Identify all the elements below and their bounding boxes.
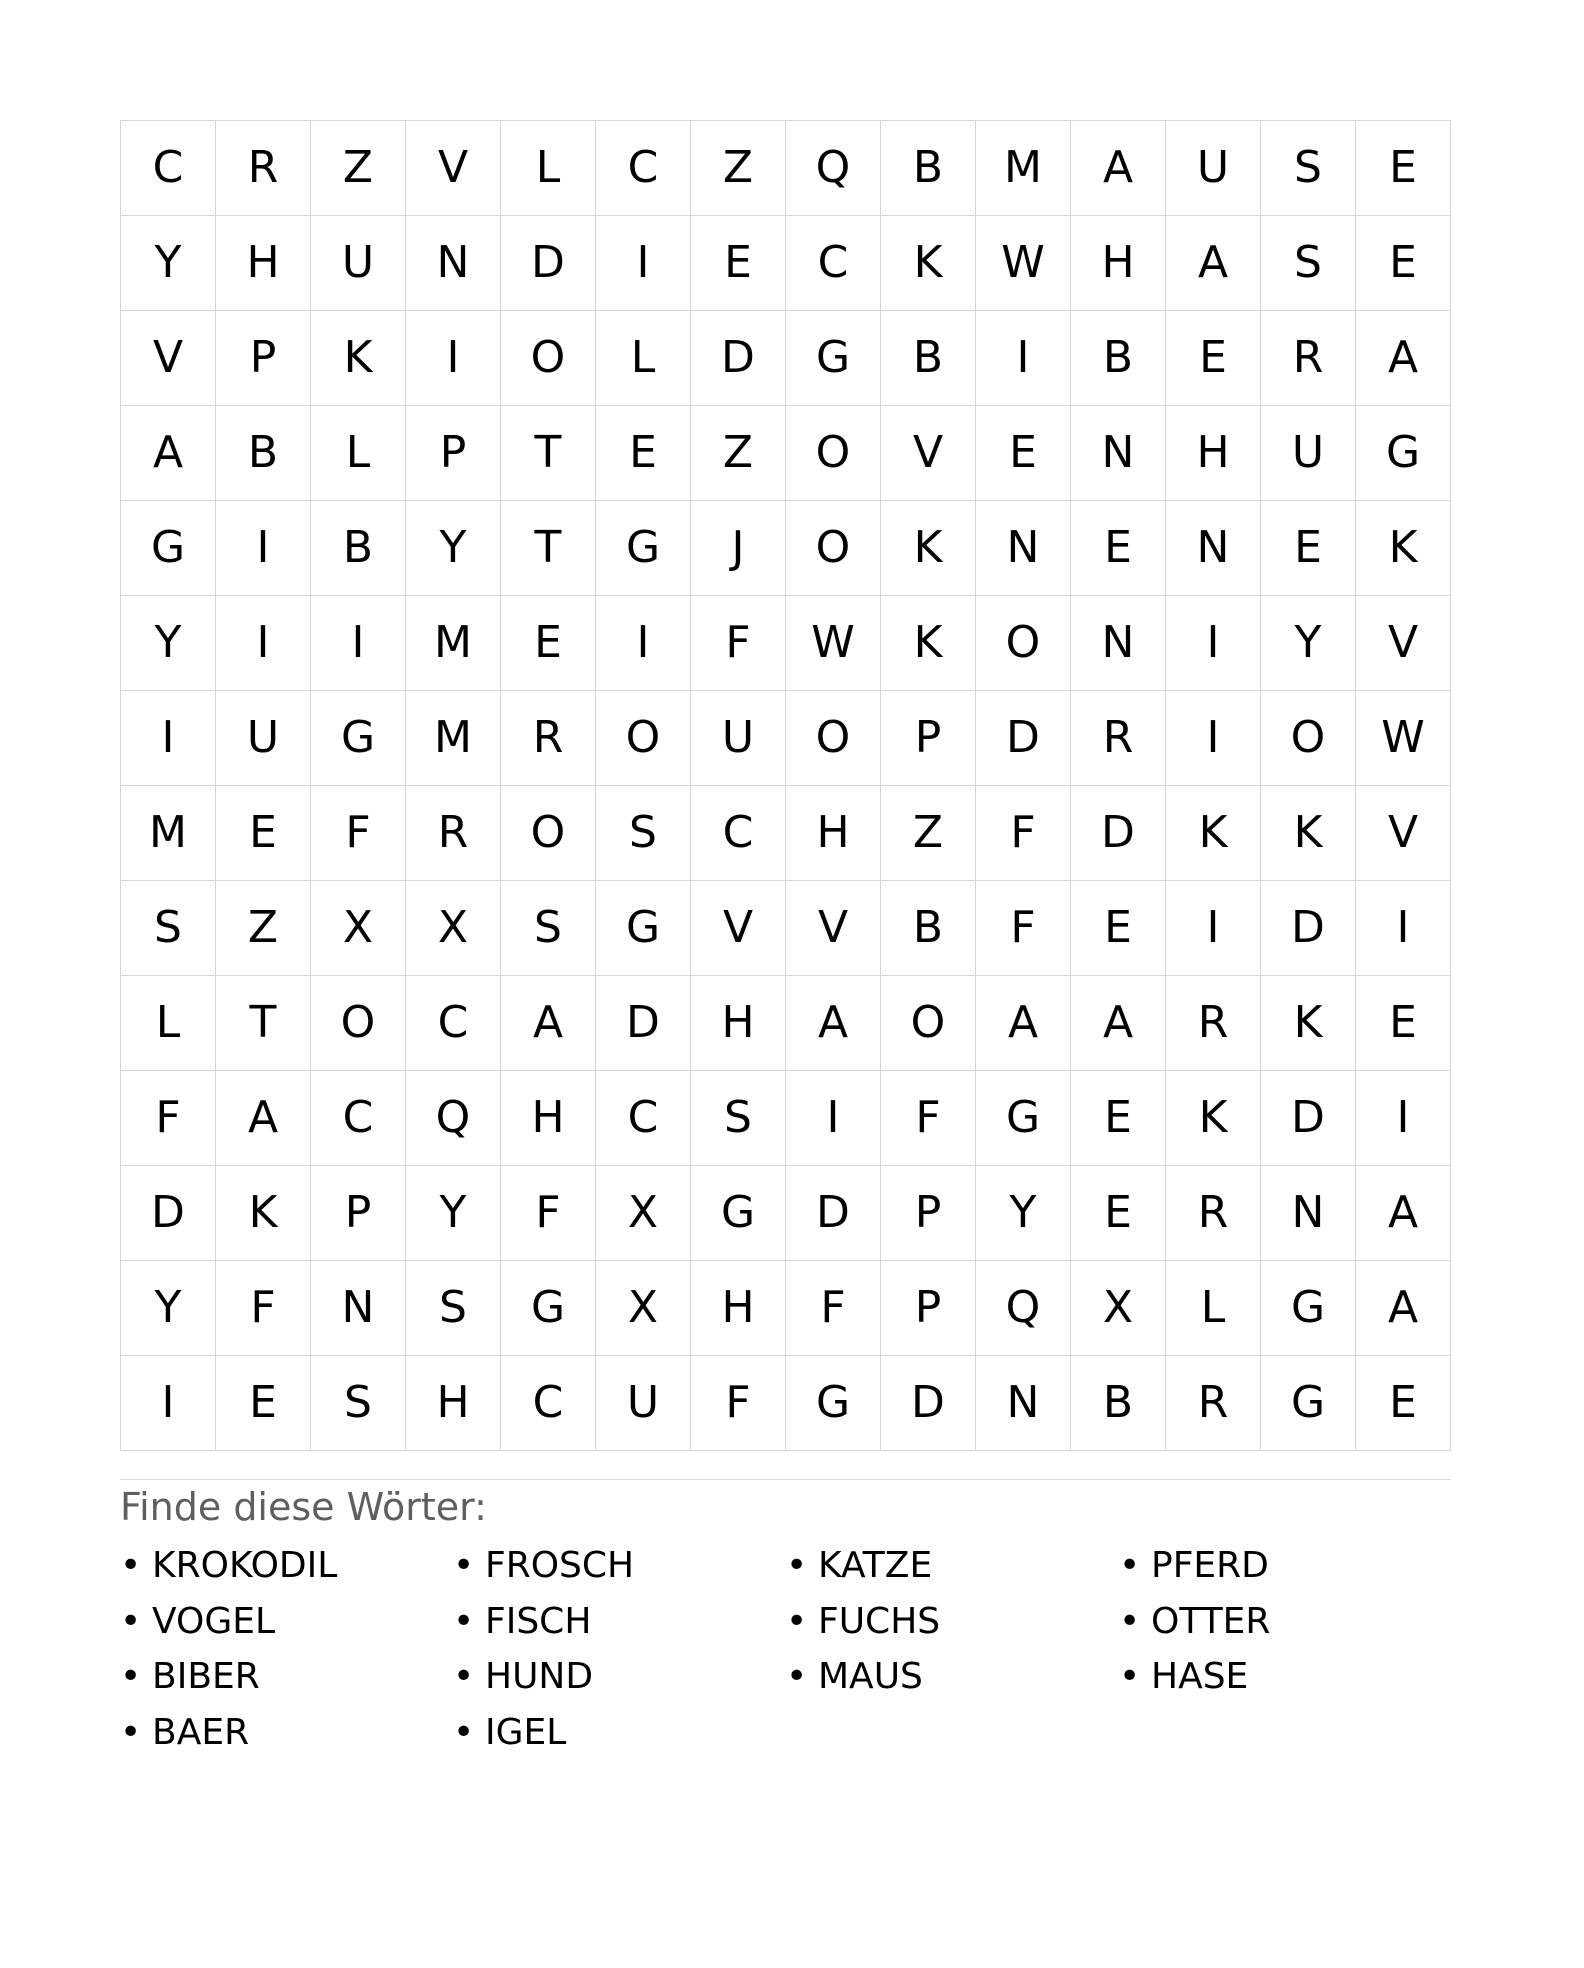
grid-cell[interactable]: O: [786, 501, 881, 596]
grid-cell[interactable]: O: [976, 596, 1071, 691]
grid-cell[interactable]: O: [596, 691, 691, 786]
grid-cell[interactable]: G: [786, 1356, 881, 1451]
grid-cell[interactable]: Z: [691, 406, 786, 501]
grid-cell[interactable]: A: [1356, 311, 1451, 406]
word-list-item: [786, 1649, 1119, 1705]
bullet-icon: •: [453, 1600, 475, 1642]
grid-cell[interactable]: S: [406, 1261, 501, 1356]
grid-cell[interactable]: G: [691, 1166, 786, 1261]
grid-cell[interactable]: E: [1071, 881, 1166, 976]
grid-cell[interactable]: R: [501, 691, 596, 786]
grid-cell[interactable]: I: [596, 216, 691, 311]
grid-cell[interactable]: G: [1261, 1356, 1356, 1451]
grid-cell[interactable]: D: [1261, 881, 1356, 976]
grid-cell[interactable]: E: [1071, 1071, 1166, 1166]
grid-cell[interactable]: V: [1356, 596, 1451, 691]
word-list-item: [1119, 1538, 1452, 1594]
grid-cell[interactable]: O: [501, 786, 596, 881]
grid-cell[interactable]: G: [976, 1071, 1071, 1166]
grid-cell[interactable]: A: [501, 976, 596, 1071]
grid-cell[interactable]: G: [786, 311, 881, 406]
grid-cell[interactable]: N: [311, 1261, 406, 1356]
grid-cell[interactable]: S: [1261, 121, 1356, 216]
grid-cell[interactable]: O: [881, 976, 976, 1071]
grid-cell[interactable]: D: [691, 311, 786, 406]
grid-cell[interactable]: N: [1071, 596, 1166, 691]
word-label: IGEL: [485, 1711, 567, 1753]
grid-cell[interactable]: C: [406, 976, 501, 1071]
grid-cell[interactable]: H: [216, 216, 311, 311]
grid-cell[interactable]: D: [1071, 786, 1166, 881]
word-label: HUND: [485, 1656, 594, 1697]
grid-cell[interactable]: K: [1261, 976, 1356, 1071]
grid-cell[interactable]: K: [881, 596, 976, 691]
grid-cell[interactable]: A: [786, 976, 881, 1071]
grid-cell[interactable]: R: [406, 786, 501, 881]
grid-cell[interactable]: L: [311, 406, 406, 501]
word-label: FROSCH: [485, 1545, 635, 1586]
grid-cell[interactable]: H: [501, 1071, 596, 1166]
grid-cell[interactable]: E: [1356, 121, 1451, 216]
grid-cell[interactable]: V: [786, 881, 881, 976]
grid-cell[interactable]: O: [1261, 691, 1356, 786]
grid-cell[interactable]: H: [786, 786, 881, 881]
grid-cell[interactable]: E: [1071, 1166, 1166, 1261]
bullet-icon: •: [786, 1545, 808, 1586]
grid-cell[interactable]: D: [786, 1166, 881, 1261]
grid-cell[interactable]: K: [1166, 1071, 1261, 1166]
word-label: OTTER: [1151, 1600, 1271, 1642]
grid-cell[interactable]: T: [216, 976, 311, 1071]
grid-cell[interactable]: J: [691, 501, 786, 596]
word-list-item: [120, 1594, 453, 1650]
grid-cell[interactable]: X: [596, 1261, 691, 1356]
grid-cell[interactable]: H: [691, 976, 786, 1071]
word-list-item: [120, 1538, 453, 1594]
grid-cell[interactable]: M: [406, 691, 501, 786]
word-label: BIBER: [152, 1656, 260, 1697]
grid-cell[interactable]: N: [1261, 1166, 1356, 1261]
grid-cell[interactable]: C: [121, 121, 216, 216]
grid-cell[interactable]: Y: [406, 1166, 501, 1261]
grid-cell[interactable]: Q: [406, 1071, 501, 1166]
grid-cell[interactable]: D: [501, 216, 596, 311]
grid-cell[interactable]: D: [881, 1356, 976, 1451]
grid-cell[interactable]: S: [691, 1071, 786, 1166]
grid-cell[interactable]: R: [1071, 691, 1166, 786]
grid-cell[interactable]: C: [786, 216, 881, 311]
grid-cell[interactable]: Z: [216, 881, 311, 976]
word-list-item: [120, 1649, 453, 1705]
grid-cell[interactable]: Z: [691, 121, 786, 216]
grid-cell[interactable]: T: [501, 406, 596, 501]
grid-cell[interactable]: B: [216, 406, 311, 501]
grid-cell[interactable]: F: [786, 1261, 881, 1356]
grid-cell[interactable]: I: [406, 311, 501, 406]
grid-cell[interactable]: X: [596, 1166, 691, 1261]
grid-cell[interactable]: G: [1261, 1261, 1356, 1356]
bullet-icon: •: [453, 1711, 475, 1753]
grid-cell[interactable]: C: [691, 786, 786, 881]
grid-cell[interactable]: Y: [121, 596, 216, 691]
grid-cell[interactable]: I: [1166, 881, 1261, 976]
bullet-icon: •: [120, 1545, 142, 1586]
grid-cell[interactable]: E: [216, 786, 311, 881]
grid-cell[interactable]: N: [976, 501, 1071, 596]
word-list-item: [786, 1594, 1119, 1650]
grid-cell[interactable]: F: [976, 881, 1071, 976]
grid-cell[interactable]: P: [881, 1166, 976, 1261]
bullet-icon: •: [453, 1656, 475, 1697]
grid-cell[interactable]: T: [501, 501, 596, 596]
grid-cell[interactable]: I: [121, 1356, 216, 1451]
grid-cell[interactable]: X: [1071, 1261, 1166, 1356]
word-label: FUCHS: [818, 1600, 941, 1642]
grid-cell[interactable]: F: [881, 1071, 976, 1166]
grid-cell[interactable]: U: [691, 691, 786, 786]
grid-cell[interactable]: I: [1356, 881, 1451, 976]
grid-cell[interactable]: Q: [786, 121, 881, 216]
grid-cell[interactable]: G: [1356, 406, 1451, 501]
grid-cell[interactable]: H: [1166, 406, 1261, 501]
divider: [120, 1479, 1451, 1480]
grid-cell[interactable]: G: [121, 501, 216, 596]
grid-cell[interactable]: H: [691, 1261, 786, 1356]
grid-cell[interactable]: U: [216, 691, 311, 786]
word-list-item: [453, 1649, 786, 1705]
grid-cell[interactable]: L: [1166, 1261, 1261, 1356]
bullet-icon: •: [1119, 1600, 1141, 1642]
grid-cell[interactable]: U: [311, 216, 406, 311]
grid-cell[interactable]: S: [121, 881, 216, 976]
grid-cell[interactable]: U: [1166, 121, 1261, 216]
grid-cell[interactable]: F: [121, 1071, 216, 1166]
grid-cell[interactable]: E: [1356, 1356, 1451, 1451]
grid-cell[interactable]: D: [596, 976, 691, 1071]
grid-cell[interactable]: X: [406, 881, 501, 976]
grid-cell[interactable]: N: [976, 1356, 1071, 1451]
word-list-item: [453, 1705, 786, 1761]
grid-cell[interactable]: R: [216, 121, 311, 216]
grid-cell[interactable]: B: [1071, 311, 1166, 406]
grid-cell[interactable]: I: [1166, 596, 1261, 691]
grid-cell[interactable]: E: [1356, 976, 1451, 1071]
grid-cell[interactable]: I: [1356, 1071, 1451, 1166]
grid-cell[interactable]: S: [1261, 216, 1356, 311]
grid-cell[interactable]: E: [1071, 501, 1166, 596]
grid-cell[interactable]: C: [596, 121, 691, 216]
grid-cell[interactable]: I: [121, 691, 216, 786]
grid-cell[interactable]: K: [1261, 786, 1356, 881]
grid-cell[interactable]: I: [596, 596, 691, 691]
grid-cell[interactable]: P: [311, 1166, 406, 1261]
word-label: KROKODIL: [152, 1545, 338, 1586]
grid-cell[interactable]: X: [311, 881, 406, 976]
grid-cell[interactable]: S: [501, 881, 596, 976]
grid-cell[interactable]: V: [691, 881, 786, 976]
grid-cell[interactable]: Y: [121, 1261, 216, 1356]
grid-cell[interactable]: R: [1166, 1166, 1261, 1261]
word-label: MAUS: [818, 1656, 923, 1697]
grid-cell[interactable]: K: [311, 311, 406, 406]
grid-cell[interactable]: Y: [1261, 596, 1356, 691]
word-list-heading: Finde diese Wörter:: [120, 1485, 487, 1529]
grid-cell[interactable]: G: [596, 501, 691, 596]
grid-cell[interactable]: S: [596, 786, 691, 881]
grid-cell[interactable]: L: [596, 311, 691, 406]
grid-cell[interactable]: I: [311, 596, 406, 691]
grid-cell[interactable]: K: [1166, 786, 1261, 881]
grid-cell[interactable]: A: [1071, 121, 1166, 216]
word-label: KATZE: [818, 1545, 933, 1586]
grid-cell[interactable]: A: [216, 1071, 311, 1166]
grid-cell[interactable]: O: [311, 976, 406, 1071]
grid-cell[interactable]: K: [881, 501, 976, 596]
grid-cell[interactable]: B: [1071, 1356, 1166, 1451]
word-label: BAER: [152, 1711, 250, 1753]
grid-cell[interactable]: A: [1356, 1166, 1451, 1261]
grid-cell[interactable]: O: [501, 311, 596, 406]
word-label: FISCH: [485, 1600, 592, 1642]
grid-cell[interactable]: Y: [406, 501, 501, 596]
grid-cell[interactable]: I: [216, 501, 311, 596]
grid-cell[interactable]: I: [976, 311, 1071, 406]
grid-cell[interactable]: F: [311, 786, 406, 881]
grid-cell[interactable]: A: [1071, 976, 1166, 1071]
grid-cell[interactable]: E: [691, 216, 786, 311]
grid-cell[interactable]: E: [1166, 311, 1261, 406]
grid-cell[interactable]: H: [1071, 216, 1166, 311]
word-list-item: [453, 1594, 786, 1650]
grid-cell[interactable]: E: [1261, 501, 1356, 596]
grid-cell[interactable]: W: [976, 216, 1071, 311]
grid-cell[interactable]: A: [976, 976, 1071, 1071]
grid-cell[interactable]: M: [121, 786, 216, 881]
grid-cell[interactable]: K: [216, 1166, 311, 1261]
grid-cell[interactable]: B: [881, 121, 976, 216]
grid-cell[interactable]: R: [1166, 1356, 1261, 1451]
grid-cell[interactable]: A: [1166, 216, 1261, 311]
grid-cell[interactable]: C: [311, 1071, 406, 1166]
grid-cell[interactable]: A: [121, 406, 216, 501]
grid-cell[interactable]: H: [406, 1356, 501, 1451]
grid-cell[interactable]: S: [311, 1356, 406, 1451]
grid-cell[interactable]: R: [1166, 976, 1261, 1071]
grid-cell[interactable]: E: [1356, 216, 1451, 311]
grid-cell[interactable]: C: [596, 1071, 691, 1166]
grid-cell[interactable]: Z: [881, 786, 976, 881]
grid-cell[interactable]: E: [501, 596, 596, 691]
grid-cell[interactable]: N: [1071, 406, 1166, 501]
word-list-item: [1119, 1649, 1452, 1705]
grid-cell[interactable]: W: [1356, 691, 1451, 786]
bullet-icon: •: [120, 1711, 142, 1753]
grid-cell[interactable]: L: [501, 121, 596, 216]
grid-cell[interactable]: V: [1356, 786, 1451, 881]
word-list-item: [1119, 1594, 1452, 1650]
grid-cell[interactable]: V: [881, 406, 976, 501]
grid-cell[interactable]: L: [121, 976, 216, 1071]
grid-cell[interactable]: E: [976, 406, 1071, 501]
word-list-item: [120, 1705, 453, 1761]
grid-cell[interactable]: K: [881, 216, 976, 311]
grid-cell[interactable]: G: [501, 1261, 596, 1356]
grid-cell[interactable]: F: [691, 1356, 786, 1451]
grid-cell[interactable]: M: [976, 121, 1071, 216]
grid-cell[interactable]: U: [596, 1356, 691, 1451]
grid-cell[interactable]: K: [1356, 501, 1451, 596]
grid-cell[interactable]: V: [121, 311, 216, 406]
grid-cell[interactable]: I: [786, 1071, 881, 1166]
grid-cell[interactable]: O: [786, 691, 881, 786]
grid-cell[interactable]: N: [1166, 501, 1261, 596]
grid-cell[interactable]: A: [1356, 1261, 1451, 1356]
grid-cell[interactable]: D: [1261, 1071, 1356, 1166]
grid-cell[interactable]: N: [406, 216, 501, 311]
word-list-item: [786, 1538, 1119, 1594]
grid-cell[interactable]: D: [976, 691, 1071, 786]
bullet-icon: •: [1119, 1545, 1141, 1586]
grid-cell[interactable]: E: [216, 1356, 311, 1451]
grid-cell[interactable]: O: [786, 406, 881, 501]
bullet-icon: •: [1119, 1656, 1141, 1697]
grid-cell[interactable]: I: [1166, 691, 1261, 786]
grid-cell[interactable]: Q: [976, 1261, 1071, 1356]
grid-cell[interactable]: C: [501, 1356, 596, 1451]
grid-cell[interactable]: D: [121, 1166, 216, 1261]
word-label: PFERD: [1151, 1545, 1269, 1586]
grid-cell[interactable]: F: [691, 596, 786, 691]
grid-cell[interactable]: Y: [976, 1166, 1071, 1261]
word-list-item: [453, 1538, 786, 1594]
bullet-icon: •: [786, 1656, 808, 1697]
grid-cell[interactable]: F: [216, 1261, 311, 1356]
bullet-icon: •: [120, 1656, 142, 1697]
grid-cell[interactable]: P: [216, 311, 311, 406]
grid-cell[interactable]: I: [216, 596, 311, 691]
grid-cell[interactable]: V: [406, 121, 501, 216]
grid-cell[interactable]: B: [881, 311, 976, 406]
bullet-icon: •: [120, 1600, 142, 1642]
grid-cell[interactable]: M: [406, 596, 501, 691]
bullet-icon: •: [453, 1545, 475, 1586]
word-label: VOGEL: [152, 1600, 276, 1642]
grid-cell[interactable]: W: [786, 596, 881, 691]
grid-cell[interactable]: F: [976, 786, 1071, 881]
word-label: HASE: [1151, 1656, 1249, 1697]
grid-cell[interactable]: Y: [121, 216, 216, 311]
grid-cell[interactable]: F: [501, 1166, 596, 1261]
grid-cell[interactable]: P: [881, 691, 976, 786]
grid-cell[interactable]: P: [406, 406, 501, 501]
grid-cell[interactable]: E: [596, 406, 691, 501]
grid-cell[interactable]: B: [311, 501, 406, 596]
word-list: [120, 1538, 1451, 1760]
grid-cell[interactable]: U: [1261, 406, 1356, 501]
grid-cell[interactable]: B: [881, 881, 976, 976]
letter-grid: [120, 120, 1451, 1451]
bullet-icon: •: [786, 1600, 808, 1642]
grid-cell[interactable]: G: [596, 881, 691, 976]
grid-cell[interactable]: G: [311, 691, 406, 786]
grid-cell[interactable]: Z: [311, 121, 406, 216]
grid-cell[interactable]: P: [881, 1261, 976, 1356]
grid-cell[interactable]: R: [1261, 311, 1356, 406]
